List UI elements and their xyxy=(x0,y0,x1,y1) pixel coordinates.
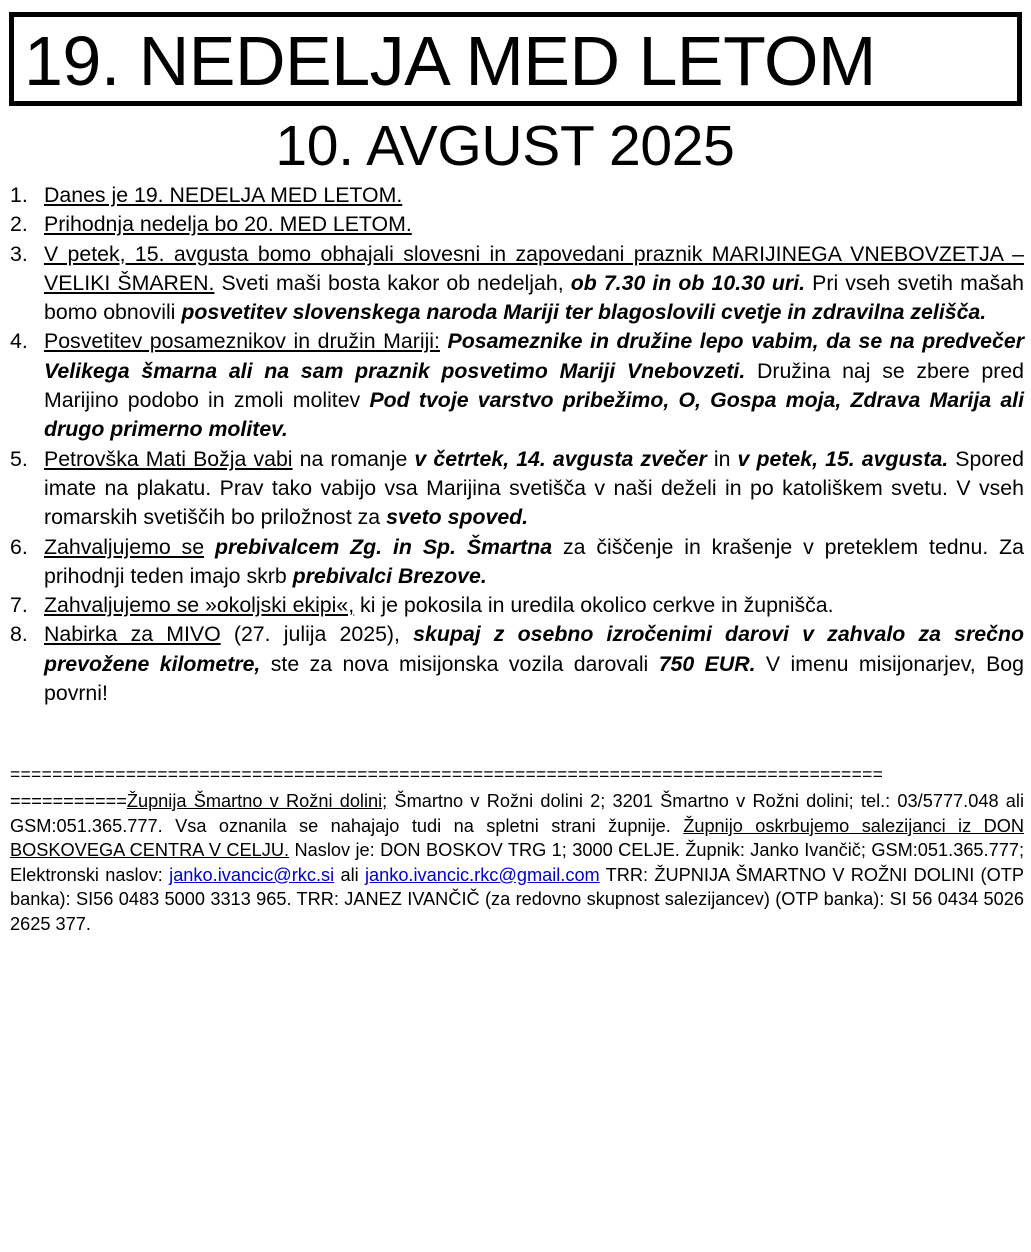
item-number: 7. xyxy=(10,593,28,618)
email-link-1[interactable]: janko.ivancic@rkc.si xyxy=(169,864,335,885)
item-text: Spored imate na plakatu. Prav tako vabijo vsa Marijina svetišča v naši deželi in po katoliškem svetu. V vseh romarskih svetiščih bo priložnost za xyxy=(44,446,1024,530)
bulletin-date: 10. AVGUST 2025 xyxy=(275,114,735,178)
announcement-list xyxy=(10,181,1024,708)
item-text: (27. julija 2025), xyxy=(220,622,414,647)
item-heading: Danes je 19. NEDELJA MED LETOM. xyxy=(44,183,403,207)
item-heading: Zahvaljujemo se xyxy=(44,534,205,559)
item-emphasis: Pod tvoje varstvo pribežimo, O, Gospa moja, Zdrava Marija ali drugo primerno molitev. xyxy=(44,388,1024,442)
item-number: 6. xyxy=(10,534,28,559)
item-emphasis: skupaj z osebno izročenimi darovi v zahvalo za srečno prevožene kilometre, xyxy=(44,622,1025,676)
item-emphasis: sveto spoved. xyxy=(386,505,529,530)
item-emphasis: v četrtek, 14. avgusta zvečer xyxy=(414,446,707,471)
item-text: za čiščenje in krašenje v preteklem tednu. Za prihodnji teden imajo skrb xyxy=(44,534,1024,588)
item-number: 4. xyxy=(10,329,28,354)
item-heading: V petek, 15. avgusta bomo obhajali slovesni in zapovedani praznik MARIJINEGA VNEBOVZETJA – VELIKI ŠMAREN. xyxy=(44,241,1024,295)
item-heading: Petrovška Mati Božja vabi xyxy=(44,446,293,471)
parish-address: Šmartno v Rožni dolini 2; 3201 Šmartno v Rožni dolini; tel.: 03/5777.048 ali GSM:051.365.777. xyxy=(10,791,1024,836)
announcement-item-5 xyxy=(10,445,1024,533)
website-note: Vsa oznanila se nahajajo tudi na spletni strani župnije. xyxy=(162,815,684,836)
item-text: Pri vseh svetih mašah bomo obnovili xyxy=(44,270,1024,325)
item-emphasis: 750 EUR. xyxy=(658,651,756,676)
email-link-2[interactable]: janko.ivancic.rkc@gmail.com xyxy=(364,864,600,885)
announcement-item-4 xyxy=(10,327,1024,444)
item-heading: Zahvaljujemo se »okoljski ekipi«, xyxy=(44,593,355,618)
announcement-item-1 xyxy=(10,181,1024,210)
item-text xyxy=(204,535,215,559)
page-title: 19. NEDELJA MED LETOM xyxy=(24,22,876,100)
contact-info: Naslov je: DON BOSKOV TRG 1; 3000 CELJE. Župnik: Janko Ivančič; GSM:051.365.777; Elektronski naslov: xyxy=(10,840,1025,885)
item-number: 8. xyxy=(10,622,28,647)
item-text: Družina naj se zbere pred Marijino podobo in zmoli molitev xyxy=(44,358,1025,413)
parish-name: Župnija Šmartno v Rožni dolini; xyxy=(126,791,388,811)
item-emphasis: prebivalcem Zg. in Sp. Šmartna xyxy=(214,534,553,559)
item-heading: Nabirka za MIVO xyxy=(44,622,221,647)
item-text: ste za nova misijonska vozila darovali xyxy=(260,651,659,676)
separator-line: =================================================================================== xyxy=(10,764,884,784)
item-text: ki je pokosila in uredila okolico cerkve in župnišča. xyxy=(354,593,834,618)
item-text: V imenu misijonarjev, Bog povrni! xyxy=(44,651,1024,706)
item-text xyxy=(440,329,448,353)
item-number: 3. xyxy=(10,241,28,266)
item-emphasis: v petek, 15. avgusta. xyxy=(737,446,949,471)
title-box xyxy=(9,12,1022,106)
item-number: 5. xyxy=(10,446,28,471)
item-text: Sveti maši bosta kakor ob nedeljah, xyxy=(214,270,571,295)
announcement-item-8 xyxy=(10,620,1024,708)
item-heading: Prihodnja nedelja bo 20. MED LETOM. xyxy=(44,212,412,237)
bank-info: TRR: ŽUPNIJA ŠMARTNO V ROŽNI DOLINI (OTP banka): SI56 0483 5000 3313 965. TRR: JANEZ IVANČIČ (za redovno skupnost salezijancev) (OTP banka): SI 56 0434 5026 2625 377. xyxy=(10,864,1024,934)
item-emphasis: prebivalci Brezove. xyxy=(292,563,487,588)
parish-footer xyxy=(10,789,1024,937)
item-number: 2. xyxy=(10,212,28,237)
item-heading: Posvetitev posameznikov in družin Mariji: xyxy=(44,329,440,354)
item-number: 1. xyxy=(10,183,28,207)
item-text: na romanje xyxy=(292,446,415,471)
announcement-item-3 xyxy=(10,240,1024,328)
announcement-item-7 xyxy=(10,591,1024,620)
separator-lead: =========== xyxy=(10,791,127,811)
item-text: in xyxy=(706,446,738,471)
item-emphasis: ob 7.30 in ob 10.30 uri. xyxy=(570,270,806,295)
or-text: ali xyxy=(334,864,365,885)
item-emphasis: Posameznike in družine lepo vabim, da se na predvečer Velikega šmarna ali na sam praznik posvetimo Mariji Vnebovzeti. xyxy=(44,329,1025,383)
item-emphasis: posvetitev slovenskega naroda Mariji ter blagoslovili cvetje in zdravilna zelišča. xyxy=(181,300,987,325)
announcement-item-2 xyxy=(10,210,1024,239)
announcement-item-6 xyxy=(10,533,1024,592)
salesians-note: Župnijo oskrbujemo salezijanci iz DON BOSKOVEGA CENTRA V CELJU. xyxy=(10,815,1025,861)
